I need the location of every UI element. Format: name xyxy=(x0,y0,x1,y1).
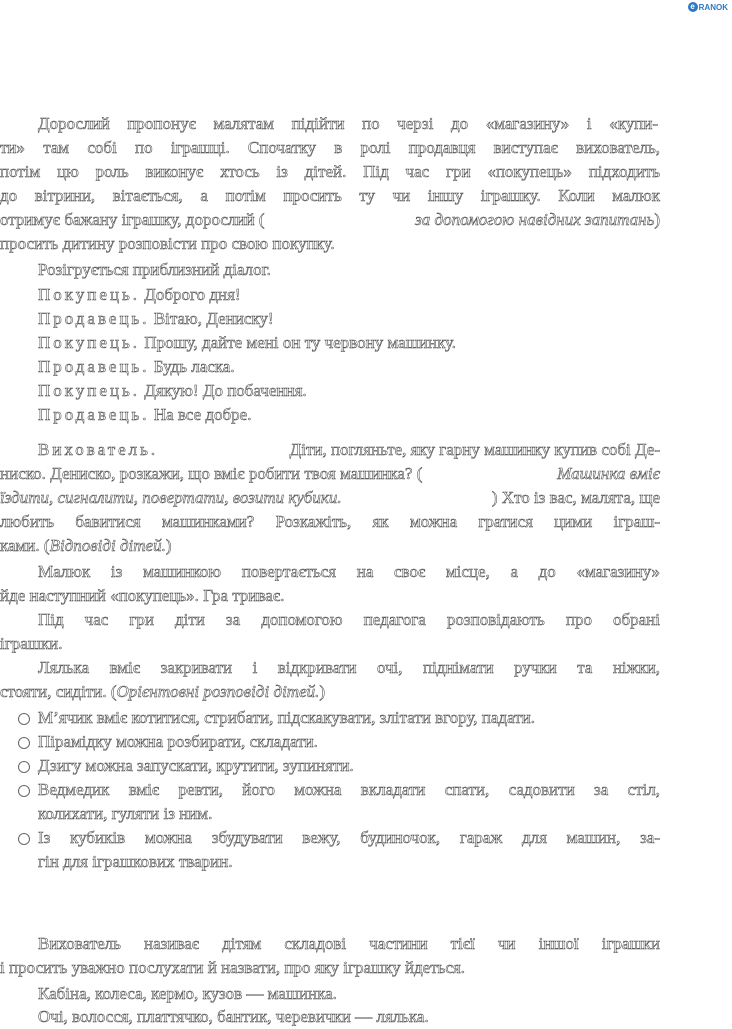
dialog-line xyxy=(38,307,274,331)
bullet-circle-icon xyxy=(18,713,30,725)
paragraph-line: до вітрини, вітається, а потім просить ту чи іншу іграшку. Коли малюк xyxy=(0,186,660,205)
italic-remark: Орієнтовні розповіді дітей. xyxy=(116,682,320,701)
italic-remark: Машинка вміє xyxy=(557,464,660,483)
italic-remark: Відповіді дітей. xyxy=(49,536,166,555)
paragraph-line: потім цю роль виконує хтось із дітей. Під час гри «покупець» підходить xyxy=(0,162,660,181)
dialog-line xyxy=(38,283,241,307)
teacher-speaker: Вихователь. xyxy=(38,440,159,459)
paragraph-text: отримує бажану іграшку, дорослий ( xyxy=(0,210,265,229)
paragraph-line xyxy=(0,680,325,704)
paragraph-line: і просить уважно послухати й назвати, про яку іграшку йдеться. xyxy=(0,958,465,977)
paren: ) xyxy=(319,682,326,701)
publisher-logo xyxy=(688,2,728,12)
dialog-text: На все добре. xyxy=(149,405,252,424)
paragraph-text: стояти, сидіти. ( xyxy=(0,682,117,701)
paren: ) xyxy=(165,536,172,555)
paragraph-line: Малюк із машинкою повертається на своє місце, а до «магазину» xyxy=(38,562,660,581)
bullet-circle-icon xyxy=(18,761,30,773)
teacher-line xyxy=(0,462,660,486)
dialog-line xyxy=(38,331,456,355)
paragraph-italic-remark xyxy=(344,208,660,232)
teacher-line xyxy=(0,534,172,558)
bullet-line: Дзигу можна запускати, крутити, зупиняти. xyxy=(38,756,354,775)
teacher-line: любить бавитися машинками? Розкажіть, як можна гратися цими іграш- xyxy=(0,512,660,531)
bullet-circle-icon xyxy=(18,737,30,749)
dialog-speaker: Покупець. xyxy=(38,381,141,400)
paragraph-line: ти» там собі по іграшці. Спочатку в ролі продавця виступає вихователь, xyxy=(0,138,660,157)
teacher-text: Діти, погляньте, яку гарну машинку купив собі Де- xyxy=(289,440,660,459)
example-line: Кабіна, колеса, кермо, кузов — машинка. xyxy=(38,984,337,1003)
dialog-text: Будь ласка. xyxy=(149,357,235,376)
dialog-speaker: Покупець. xyxy=(38,333,141,352)
paragraph-line: Дорослий пропонує малятам підійти по черзі до «магазину» і «купи- xyxy=(38,114,658,133)
bullet-line: М’ячик вміє котитися, стрибати, підскакувати, злітати вгору, падати. xyxy=(38,708,535,727)
paragraph-line: Під час гри діти за допомогою педагога розповідають про обрані xyxy=(38,610,660,629)
paragraph-line: іграшки. xyxy=(0,634,63,653)
paren: ) xyxy=(654,210,660,229)
publisher-logo-badge: e xyxy=(688,2,698,12)
dialog-text: Прошу, дайте мені он ту червону машинку. xyxy=(140,333,457,352)
example-line: Очі, волосся, платтячко, бантик, черевички — лялька. xyxy=(38,1007,429,1026)
italic-remark: їздити, сигналити, повертати, возити кубики. xyxy=(0,488,342,507)
bullet-line: Ведмедик вміє ревти, його можна вкладати спати, садовити за стіл, xyxy=(38,780,660,799)
dialog-line xyxy=(38,379,307,403)
teacher-line xyxy=(38,438,660,462)
bullet-circle-icon xyxy=(18,833,30,845)
dialog-speaker: Продавець. xyxy=(38,405,150,424)
paragraph-line: Лялька вміє закривати і відкривати очі, піднімати ручки та ніжки, xyxy=(38,658,660,677)
bullet-line: Пірамідку можна розбирати, складати. xyxy=(38,732,318,751)
dialog-line xyxy=(38,403,251,427)
dialog-speaker: Покупець. xyxy=(38,285,141,304)
dialog-intro: Розігрується приблизний діалог. xyxy=(38,260,271,279)
teacher-line xyxy=(0,486,660,510)
teacher-text: ) Хто із вас, малята, ще xyxy=(491,488,660,507)
dialog-text: Доброго дня! xyxy=(140,285,241,304)
bullet-line: Із кубиків можна збудувати вежу, будиночок, гараж для машин, за- xyxy=(38,828,660,847)
paragraph-line: Вихователь називає дітям складові частини тієї чи іншої іграшки xyxy=(38,934,660,953)
dialog-line xyxy=(38,355,235,379)
dialog-speaker: Продавець. xyxy=(38,357,150,376)
italic-remark: за допомогою навідних запитань xyxy=(415,210,655,229)
dialog-text: Дякую! До побачення. xyxy=(140,381,307,400)
bullet-circle-icon xyxy=(18,785,30,797)
bullet-line: гін для іграшкових тварин. xyxy=(38,852,233,871)
bullet-line: колихати, гуляти із ним. xyxy=(38,804,213,823)
dialog-speaker: Продавець. xyxy=(38,309,150,328)
paragraph-line: йде наступний «покупець». Гра триває. xyxy=(0,586,285,605)
teacher-text: ками. ( xyxy=(0,536,50,555)
paragraph-line: просить дитину розповісти про свою покупку. xyxy=(0,234,335,253)
dialog-text: Вітаю, Дениску! xyxy=(149,309,274,328)
publisher-logo-name: RANOK xyxy=(698,2,728,12)
teacher-text: ниско. Дениско, розкажи, що вміє робити твоя машинка? ( xyxy=(0,464,423,483)
